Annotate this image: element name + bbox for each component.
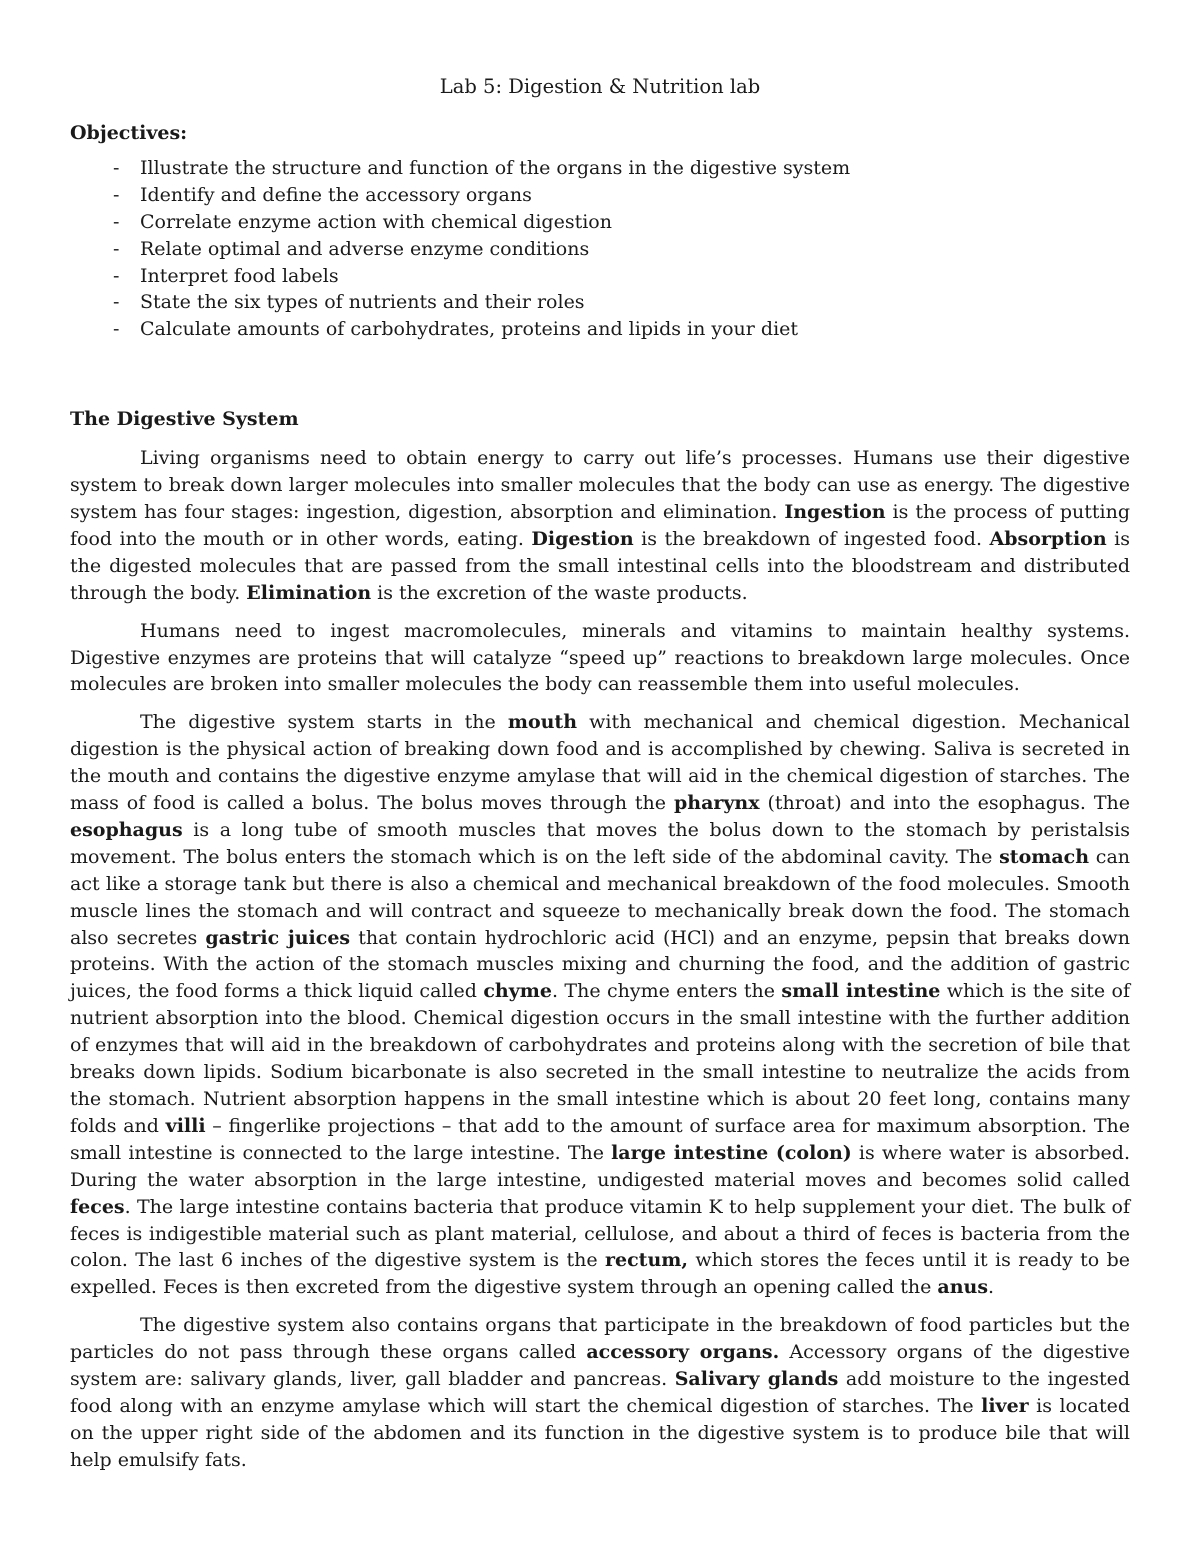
text-span: . The chyme enters the: [551, 980, 782, 1003]
text-span: The digestive system also contains organs that participate in the breakdown of food particles but the particles do not pass through these organs called: [70, 1314, 1130, 1364]
text-span: which is the site of nutrient absorption into the blood. Chemical digestion occurs in the small intestine with the further addition of enzymes that will aid in the breakdown of carbohydrates and proteins along with the secretion of bile that breaks down lipids. Sodium bicarbonate is also secreted in the small intestine to neutralize the acids from the stomach. Nutrient absorption happens in the small intestine which is about 20 feet long, contains many folds and: [70, 980, 1130, 1137]
text-span: is the digested molecules that are passed from the small intestinal cells into the bloodstream and distributed through the body.: [70, 527, 1130, 604]
text-span: (throat) and into the esophagus. The: [759, 792, 1131, 815]
term-mouth: mouth: [507, 711, 578, 734]
term-esophagus: esophagus: [70, 818, 183, 841]
text-span: which stores the feces until it is ready to be expelled. Feces is then excreted from the digestive system through an opening called the: [70, 1249, 1130, 1299]
term-absorption: Absorption: [989, 527, 1107, 550]
objective-item: [70, 236, 1130, 263]
term-accessory-organs: accessory organs.: [586, 1341, 780, 1364]
term-large-intestine: large intestine (colon): [611, 1141, 852, 1164]
term-elimination: Elimination: [246, 581, 372, 604]
text-span: add moisture to the ingested food along with an enzyme amylase which will start the chemical digestion of starches. The: [70, 1368, 1130, 1417]
term-feces: feces: [70, 1195, 125, 1218]
text-span: .: [988, 1276, 995, 1299]
term-pharynx: pharynx: [673, 792, 760, 815]
document-page: [70, 72, 1130, 1485]
text-span: that contain hydrochloric acid (HCl) and an enzyme, pepsin that breaks down proteins. With the action of the stomach muscles mixing and churning the food, and the addition of gastric juices, the food forms a thick liquid called: [70, 926, 1130, 1003]
text-span: Living organisms need to obtain energy to carry out life’s processes. Humans use their digestive system to break down larger molecules into smaller molecules that the body can use as energy. The digestive system has four stages: ingestion, digestion, absorption and elimination.: [70, 447, 1130, 523]
objective-text: Correlate enzyme action with chemical digestion: [140, 210, 612, 233]
bullet-dash: -: [113, 156, 120, 179]
paragraph-accessory-organs: [70, 1312, 1130, 1473]
term-anus: anus: [937, 1276, 989, 1299]
objective-item: [70, 155, 1130, 182]
term-rectum: rectum,: [605, 1249, 688, 1272]
objective-text: Identify and define the accessory organs: [140, 183, 532, 206]
objective-text: Calculate amounts of carbohydrates, proteins and lipids in your diet: [140, 318, 799, 341]
term-chyme: chyme: [483, 980, 552, 1003]
bullet-dash: -: [113, 237, 120, 260]
text-span: . The large intestine contains bacteria that produce vitamin K to help supplement your diet. The bulk of feces is indigestible material such as plant material, cellulose, and about a third of feces is bacteria from the colon. The last 6 inches of the digestive system is the: [70, 1195, 1130, 1272]
term-ingestion: Ingestion: [784, 500, 886, 523]
objective-item: [70, 289, 1130, 316]
term-gastric-juices: gastric juices: [205, 926, 351, 949]
term-stomach: stomach: [999, 845, 1090, 868]
text-span: with mechanical and chemical digestion. Mechanical digestion is the physical action of breaking down food and is accomplished by chewing. Saliva is secreted in the mouth and contains the digestive enzyme amylase that will aid in the chemical digestion of starches. The mass of food is called a bolus. The bolus moves through the: [70, 711, 1130, 815]
paragraph-stages: [70, 445, 1130, 606]
objectives-heading: Objectives:: [70, 122, 188, 144]
text-span: can act like a storage tank but there is also a chemical and mechanical breakdown of the food molecules. Smooth muscle lines the stomach and will contract and squeeze to mechanically break down the food. The stomach also secretes: [70, 845, 1131, 949]
bullet-dash: -: [113, 318, 120, 341]
term-digestion: Digestion: [531, 527, 634, 550]
objective-text: Illustrate the structure and function of the organs in the digestive system: [140, 156, 851, 179]
text-span: is the excretion of the waste products.: [371, 581, 748, 604]
text-span: is the breakdown of ingested food.: [633, 527, 990, 550]
paragraph-digestive-tract: [70, 709, 1130, 1301]
objective-item: [70, 316, 1130, 343]
objective-text: Interpret food labels: [140, 264, 339, 287]
text-span: The digestive system starts in the: [140, 711, 508, 734]
term-liver: liver: [981, 1394, 1029, 1417]
document-title: Lab 5: Digestion & Nutrition lab: [439, 75, 761, 98]
bullet-dash: -: [113, 183, 120, 206]
term-salivary-glands: Salivary glands: [674, 1368, 839, 1391]
term-villi: villi: [165, 1114, 206, 1137]
bullet-dash: -: [113, 210, 120, 233]
bullet-dash: -: [113, 291, 120, 314]
term-small-intestine: small intestine: [781, 980, 941, 1003]
objective-item: [70, 263, 1130, 290]
text-span: Accessory organs of the digestive system are: salivary glands, liver, gall bladder and pancreas.: [70, 1341, 1130, 1391]
section-heading: The Digestive System: [70, 408, 299, 431]
objective-text: State the six types of nutrients and their roles: [140, 291, 585, 314]
text-span: is located on the upper right side of the abdomen and its function in the digestive system is to produce bile that will help emulsify fats.: [70, 1394, 1130, 1471]
text-span: – fingerlike projections – that add to the amount of surface area for maximum absorption. The small intestine is connected to the large intestine. The: [70, 1114, 1130, 1164]
paragraph-enzymes: Humans need to ingest macromolecules, minerals and vitamins to maintain healthy systems. Digestive enzymes are proteins that will catalyze “speed up” reactions to breakdown large molecules. Once molecules are broken into smaller molecules the body can reassemble them into useful molecules.: [70, 619, 1130, 696]
bullet-dash: -: [113, 264, 120, 287]
text-span: is a long tube of smooth muscles that moves the bolus down to the stomach by peristalsis movement. The bolus enters the stomach which is on the left side of the abdominal cavity. The: [70, 818, 1130, 868]
text-span: is where water is absorbed. During the water absorption in the large intestine, undigested material moves and becomes solid called: [70, 1141, 1130, 1191]
objective-text: Relate optimal and adverse enzyme conditions: [140, 237, 590, 260]
text-span: is the process of putting food into the mouth or in other words, eating.: [70, 500, 1130, 550]
objective-item: [70, 182, 1130, 209]
objectives-list: [70, 155, 1130, 343]
objective-item: [70, 209, 1130, 236]
